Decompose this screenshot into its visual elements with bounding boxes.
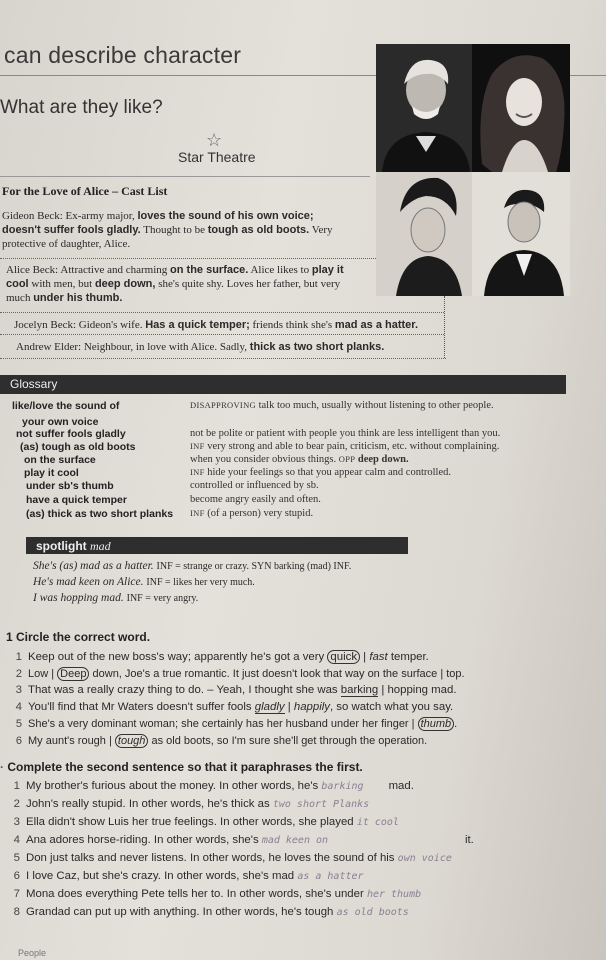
exercise-1-item: 2 Low | Deep down, Joe's a true romantic. It just doesn't look that way on the surface | top. [15,668,465,680]
cast-rule [0,176,370,177]
glossary-bar [0,375,566,394]
glossary-row: like/love the sound of DISAPPROVING talk too much, usually without listening to other people. [12,400,494,412]
photo-andrew [472,172,570,296]
glossary-row: play it cool INF hide your feelings so that you appear calm and controlled. [24,467,451,479]
handwritten-answer: it cool [356,817,399,828]
exercise-2-item: 3 Ella didn't show Luis her true feelings. In other words, she played it cool [13,816,399,828]
exercise-2-item: 7 Mona does everything Pete tells her to. In other words, she's under her thumb [13,888,422,900]
section-title: What are they like? [0,97,163,118]
cast-list-title: For the Love of Alice – Cast List [2,184,168,198]
handwritten-answer: mad keen on [261,835,329,846]
handwritten-answer: two short Planks [272,799,370,810]
cast-entry-alice: Alice Beck: Attractive and charming on the surface. Alice likes to play it cool with men, but deep down, she's quite shy. Loves her father, but very much under his thumb. [6,264,344,304]
cast-entry-andrew: Andrew Elder: Neighbour, in love with Alice. Sadly, thick as two short planks. [16,341,385,353]
glossary-row: (as) thick as two short planks INF (of a person) very stupid. [26,508,314,520]
glossary-row: on the surface when you consider obvious things. OPP deep down. [24,454,409,466]
spotlight-example: I was hopping mad. INF = very angry. [33,592,199,604]
exercise-2-item: 5 Don just talks and never listens. In other words, he loves the sound of his own voice [13,852,452,864]
handwritten-answer: own voice [397,853,452,864]
exercise-2-item: 4 Ana adores horse-riding. In other words, she's mad keen on it. [13,834,474,846]
handwritten-answer: as a hatter [297,871,364,882]
glossary-label: Glossary [10,377,58,391]
cast-divider [0,334,444,335]
exercise-2-item: 2 John's really stupid. In other words, he's thick as two short Planks [13,798,370,810]
exercise-1-item: 4 You'll find that Mr Waters doesn't suffer fools gladly | happily, so watch what you say. [15,701,454,713]
exercise-1-item: 6 My aunt's rough | tough as old boots, so I'm sure she'll get through the operation. [15,735,428,747]
cast-divider [0,258,376,259]
exercise-1-item: 1 Keep out of the new boss's way; apparently he's got a very quick | fast temper. [15,651,429,663]
handwritten-answer: barking [321,781,364,792]
glossary-row: your own voice [22,416,99,428]
photo-jocelyn [376,172,472,296]
exercise-2-item: 1 My brother's furious about the money. In other words, he's barking mad. [13,780,414,792]
cast-entry-jocelyn: Jocelyn Beck: Gideon's wife. Has a quick temper; friends think she's mad as a hatter. [14,319,419,331]
exercise-1-title: 1 Circle the correct word. [6,630,151,644]
exercise-2-item: 6 I love Caz, but she's crazy. In other words, she's mad as a hatter [13,870,364,882]
exercise-1-item: 5 She's a very dominant woman; she certainly has her husband under her finger | thumb . [15,718,458,730]
page-footer: People [18,948,47,958]
spotlight-example: He's mad keen on Alice. INF = likes her very much. [33,576,255,588]
glossary-row: not suffer fools gladly not be polite or patient with people you think are less intelligent than you. [16,428,501,440]
spotlight-example: She's (as) mad as a hatter. INF = strange or crazy. SYN barking (mad) INF. [33,560,352,572]
glossary-row: under sb's thumb controlled or influenced by sb. [26,480,319,492]
photo-gideon [376,44,472,172]
handwritten-answer: as old boots [336,907,409,918]
exercise-2-item: 8 Grandad can put up with anything. In other words, he's tough as old boots [13,906,409,918]
star-outline-icon: ☆ [206,130,223,150]
cast-vertical-divider [444,296,445,358]
cast-divider [0,358,446,359]
page-heading: can describe character [4,42,242,68]
theatre-name: Star Theatre [178,149,256,165]
cast-divider [0,312,444,313]
handwritten-answer: her thumb [366,889,422,900]
photo-alice [472,44,570,172]
glossary-row: (as) tough as old boots INF very strong and able to bear pain, criticism, etc. without complaining. [20,441,500,453]
spotlight-label: spotlight mad [36,539,111,553]
exercise-2-title: · Complete the second sentence so that it paraphrases the first. [0,760,363,774]
exercise-1-item: 3 That was a really crazy thing to do. – Yeah, I thought she was barking | hopping mad. [15,684,457,696]
cast-entry-gideon: Gideon Beck: Ex-army major, loves the sound of his own voice; doesn't suffer fools gladly. Thought to be tough as old boots. Very protective of daughter, Alice. [2,210,333,250]
glossary-row: have a quick temper become angry easily and often. [26,494,321,506]
